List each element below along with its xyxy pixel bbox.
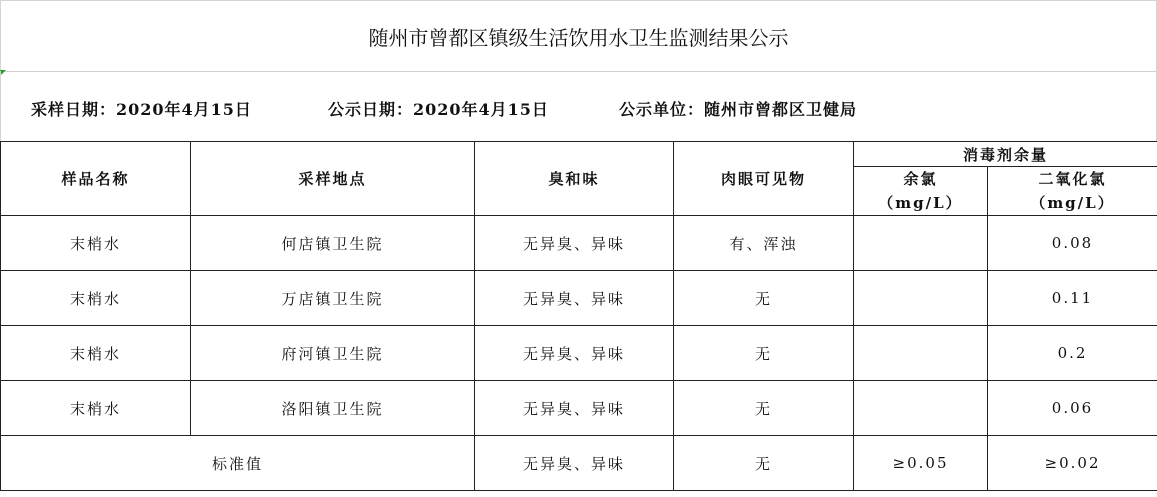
cell-odor: 无异臭、异味 (475, 216, 674, 271)
cell-odor: 无异臭、异味 (475, 271, 674, 326)
sampling-date: 采样日期：2020年4月15日 (31, 100, 252, 119)
table-row (1, 216, 1157, 271)
cell-odor: 无异臭、异味 (475, 381, 674, 436)
header-location: 采样地点 (191, 142, 475, 216)
cell-location: 万店镇卫生院 (191, 271, 475, 326)
header-visible: 肉眼可见物 (674, 142, 854, 216)
standard-label: 标准值 (1, 436, 475, 491)
cell-sample: 末梢水 (1, 381, 191, 436)
header-odor: 臭和味 (475, 142, 674, 216)
standard-visible: 无 (674, 436, 854, 491)
standard-row (1, 436, 1157, 491)
header-chlorine-dioxide-unit: （mg/L） (1030, 194, 1115, 212)
meta-row (0, 71, 1157, 141)
page-title (0, 0, 1157, 72)
header-disinfectant: 消毒剂余量 (854, 142, 1157, 167)
standard-chlorine: ≥0.05 (854, 436, 988, 491)
cell-visible: 无 (674, 326, 854, 381)
cell-location: 府河镇卫生院 (191, 326, 475, 381)
cell-chlorine (854, 381, 988, 436)
table-row (1, 326, 1157, 381)
cell-chlorine-dioxide: 0.2 (988, 326, 1157, 381)
cell-sample: 末梢水 (1, 271, 191, 326)
cell-chlorine-dioxide: 0.06 (988, 381, 1157, 436)
title-text: 随州市曾都区镇级生活饮用水卫生监测结果公示 (368, 25, 789, 50)
cell-sample: 末梢水 (1, 326, 191, 381)
standard-chlorine-dioxide: ≥0.02 (988, 436, 1157, 491)
cell-chlorine (854, 216, 988, 271)
cell-visible: 无 (674, 381, 854, 436)
header-chlorine-dioxide-label: 二氧化氯 (1038, 170, 1107, 188)
cell-visible: 无 (674, 271, 854, 326)
cell-visible: 有、浑浊 (674, 216, 854, 271)
standard-odor: 无异臭、异味 (475, 436, 674, 491)
cell-chlorine-dioxide: 0.11 (988, 271, 1157, 326)
cell-location: 洛阳镇卫生院 (191, 381, 475, 436)
header-chlorine-dioxide (988, 167, 1157, 216)
results-table (0, 141, 1157, 491)
header-sample-name: 样品名称 (1, 142, 191, 216)
cell-sample: 末梢水 (1, 216, 191, 271)
table-row (1, 271, 1157, 326)
publisher: 公示单位：随州市曾都区卫健局 (619, 100, 858, 119)
cell-odor: 无异臭、异味 (475, 326, 674, 381)
cell-chlorine (854, 271, 988, 326)
cell-location: 何店镇卫生院 (191, 216, 475, 271)
header-chlorine-label: 余氯 (903, 170, 938, 188)
publish-date: 公示日期：2020年4月15日 (328, 100, 549, 119)
header-chlorine (854, 167, 988, 216)
cell-chlorine (854, 326, 988, 381)
cell-chlorine-dioxide: 0.08 (988, 216, 1157, 271)
header-chlorine-unit: （mg/L） (878, 194, 963, 212)
table-row (1, 381, 1157, 436)
